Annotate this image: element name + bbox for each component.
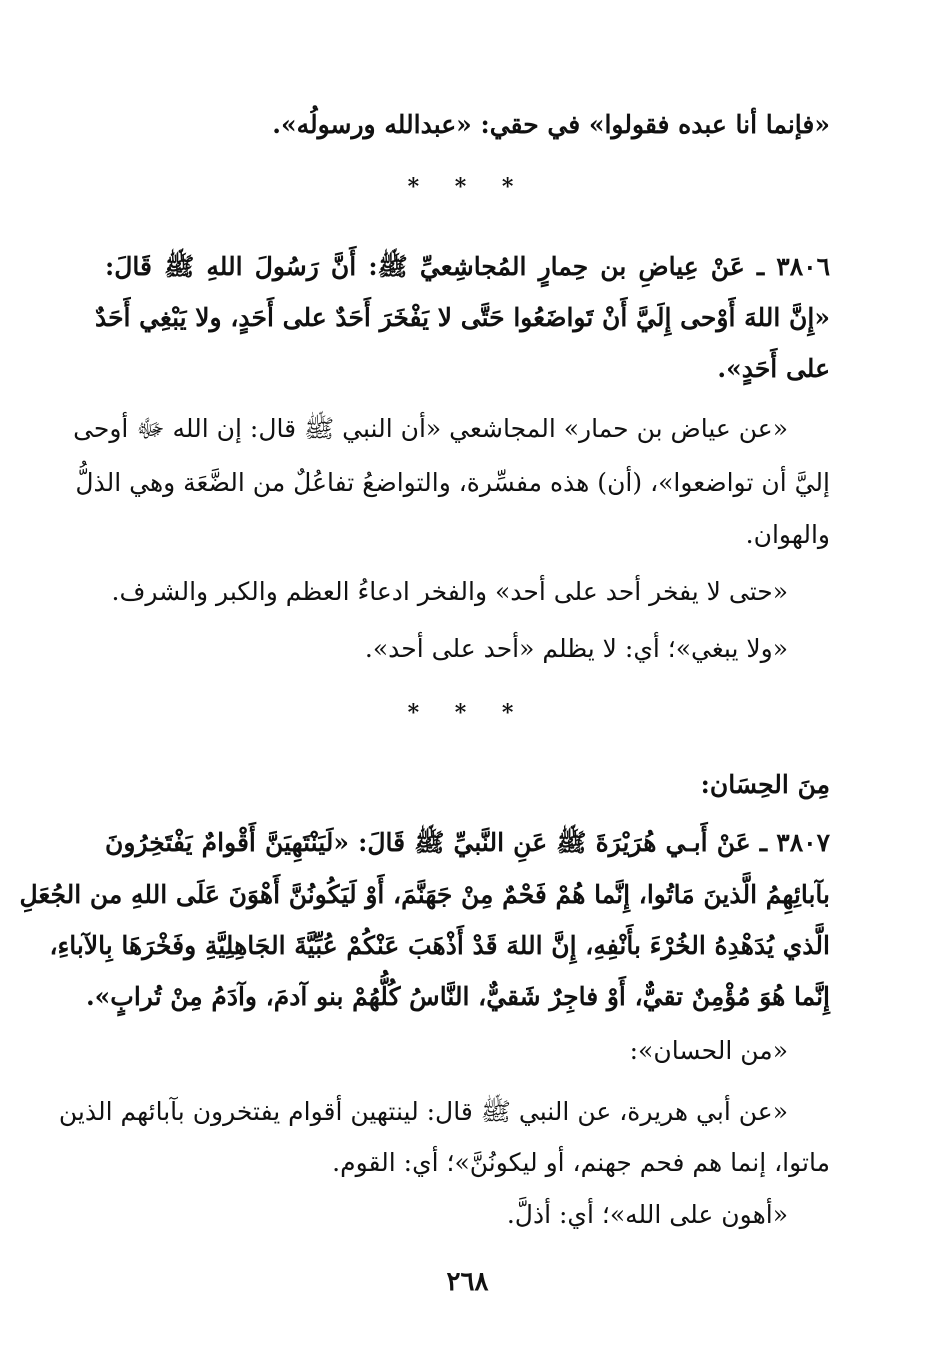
- text-line-top: «فإنما أنا عبده فقولوا» في حقي: «عبدالله ورسولُه».: [272, 110, 830, 139]
- commentary-3807-line-4: «أهون على الله»؛ أي: أذلَّ.: [506, 1200, 788, 1229]
- hadith-3806-line-2: «إِنَّ اللهَ أَوْحى إِلَيَّ أَنْ تَواضَعُوا حَتَّى لا يَفْخَرَ أَحَدٌ على أَحَدٍ، ولا يَبْغِي أَحَدٌ: [94, 303, 830, 332]
- hadith-3807-line-3: الَّذي يُدَهْدِهُ الخُرْءَ بأَنْفِهِ، إِنَّ اللهَ قَدْ أَذْهَبَ عَنْكُمْ عُبِّيَّةَ الجَاهِلِيَّةِ وفَخْرَهَا بِالآباءِ،: [49, 931, 830, 960]
- book-page: [19, 0, 830, 1372]
- separator-stars-2: * * *: [407, 700, 528, 726]
- commentary-3807-line-1: «من الحسان»:: [629, 1036, 788, 1065]
- hadith-3807-line-2: بآبائِهِمُ الَّذينَ مَاتُوا، إِنَّما هُمْ فَحْمٌ مِنْ جَهَنَّمَ، أَوْ لَيَكُونُنَّ أَهْوَنَ عَلَى اللهِ من الجُعَلِ: [19, 880, 830, 909]
- separator-stars-1: * * *: [407, 174, 528, 200]
- section-heading: مِنَ الحِسَان:: [700, 770, 830, 799]
- commentary-3807-line-3: ماتوا، إنما هم فحم جهنم، أو ليكونُنَّ»؛ أي: القوم.: [332, 1148, 830, 1177]
- hadith-3807-line-4: إِنَّما هُوَ مُؤْمِنٌ تقيٌّ، أَوْ فاجِرٌ شَقيٌّ، النَّاسُ كُلُّهُمْ بنو آدمَ، وآدَمُ مِنْ تُرابٍ».: [85, 982, 830, 1011]
- commentary-3806-line-2: إليَّ أن تواضعوا»، (أن) هذه مفسِّرة، والتواضعُ تفاعُلٌ من الضَّعَة وهي الذلُّ: [75, 468, 830, 497]
- commentary-3806-line-4: «حتى لا يفخر أحد على أحد» والفخر ادعاءُ العظم والكبر والشرف.: [111, 577, 788, 606]
- commentary-3806-line-1: «عن عياض بن حمار» المجاشعي «أن النبي ﷺ قال: إن الله ﷻ أوحى: [73, 414, 788, 443]
- hadith-3806-line-1: ٣٨٠٦ ـ عَنْ عِياضِ بن حِمارٍ المُجاشِعيِّ ﷺ: أَنَّ رَسُولَ اللهِ ﷺ قَالَ:: [105, 252, 830, 281]
- hadith-3807-line-1: ٣٨٠٧ ـ عَنْ أَبـي هُرَيْرَةَ ﷺ عَنِ النَّبيِّ ﷺ قَالَ: «لَيَنْتَهِيَنَّ أَقْوامٌ يَفْتَخِرُونَ: [105, 828, 830, 857]
- commentary-3806-line-3: والهوان.: [745, 520, 830, 549]
- commentary-3807-line-2: «عن أبي هريرة، عن النبي ﷺ قال: لينتهين أقوام يفتخرون بآبائهم الذين: [58, 1097, 788, 1126]
- commentary-3806-line-5: «ولا يبغي»؛ أي: لا يظلم «أحد على أحد».: [364, 634, 788, 663]
- page-number: ٢٦٨: [446, 1267, 489, 1297]
- hadith-3806-line-3: على أَحَدٍ».: [717, 354, 830, 383]
